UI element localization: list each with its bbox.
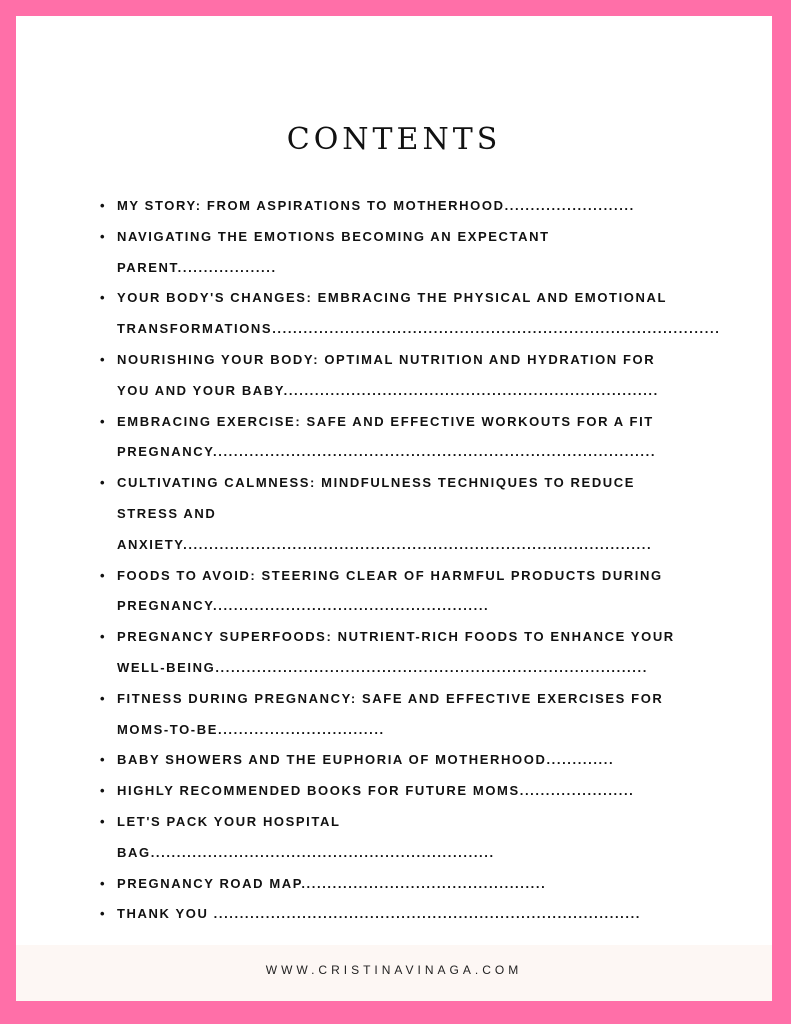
toc-item: • EMBRACING EXERCISE: SAFE AND EFFECTIVE WORKOUTS FOR A FIT PREGNANCY..................................................................................... [96,407,736,469]
toc-item: • PREGNANCY ROAD MAP............................................... [96,869,736,900]
toc-item: • THANK YOU .................................................................................. [96,899,736,930]
page-title: CONTENTS [286,122,502,158]
toc-item: • LET'S PACK YOUR HOSPITAL BAG.................................................................. [96,807,736,869]
table-of-contents [96,191,736,930]
document-page [16,16,772,1001]
toc-item: • BABY SHOWERS AND THE EUPHORIA OF MOTHERHOOD............. [96,745,736,776]
toc-item: • NAVIGATING THE EMOTIONS BECOMING AN EXPECTANT PARENT................... [96,222,736,284]
toc-item: • MY STORY: FROM ASPIRATIONS TO MOTHERHOOD......................... [96,191,736,222]
toc-item: • FITNESS DURING PREGNANCY: SAFE AND EFFECTIVE EXERCISES FOR MOMS-TO-BE................................ [96,684,736,746]
website-url: WWW.CRISTINAVINAGA.COM [265,963,523,977]
toc-item: • FOODS TO AVOID: STEERING CLEAR OF HARMFUL PRODUCTS DURING PREGNANCY..................................................... [96,561,736,623]
toc-item: • NOURISHING YOUR BODY: OPTIMAL NUTRITION AND HYDRATION FOR YOU AND YOUR BABY........................................................................ [96,345,736,407]
toc-item: • YOUR BODY'S CHANGES: EMBRACING THE PHYSICAL AND EMOTIONAL TRANSFORMATIONS...................................................................................... [96,283,736,345]
toc-item: • PREGNANCY SUPERFOODS: NUTRIENT-RICH FOODS TO ENHANCE YOUR WELL-BEING................................................................................... [96,622,736,684]
toc-item: • CULTIVATING CALMNESS: MINDFULNESS TECHNIQUES TO REDUCE STRESS AND ANXIETY.......................................................................................... [96,468,736,560]
footer [16,945,772,1001]
toc-item: • HIGHLY RECOMMENDED BOOKS FOR FUTURE MOMS...................... [96,776,736,807]
